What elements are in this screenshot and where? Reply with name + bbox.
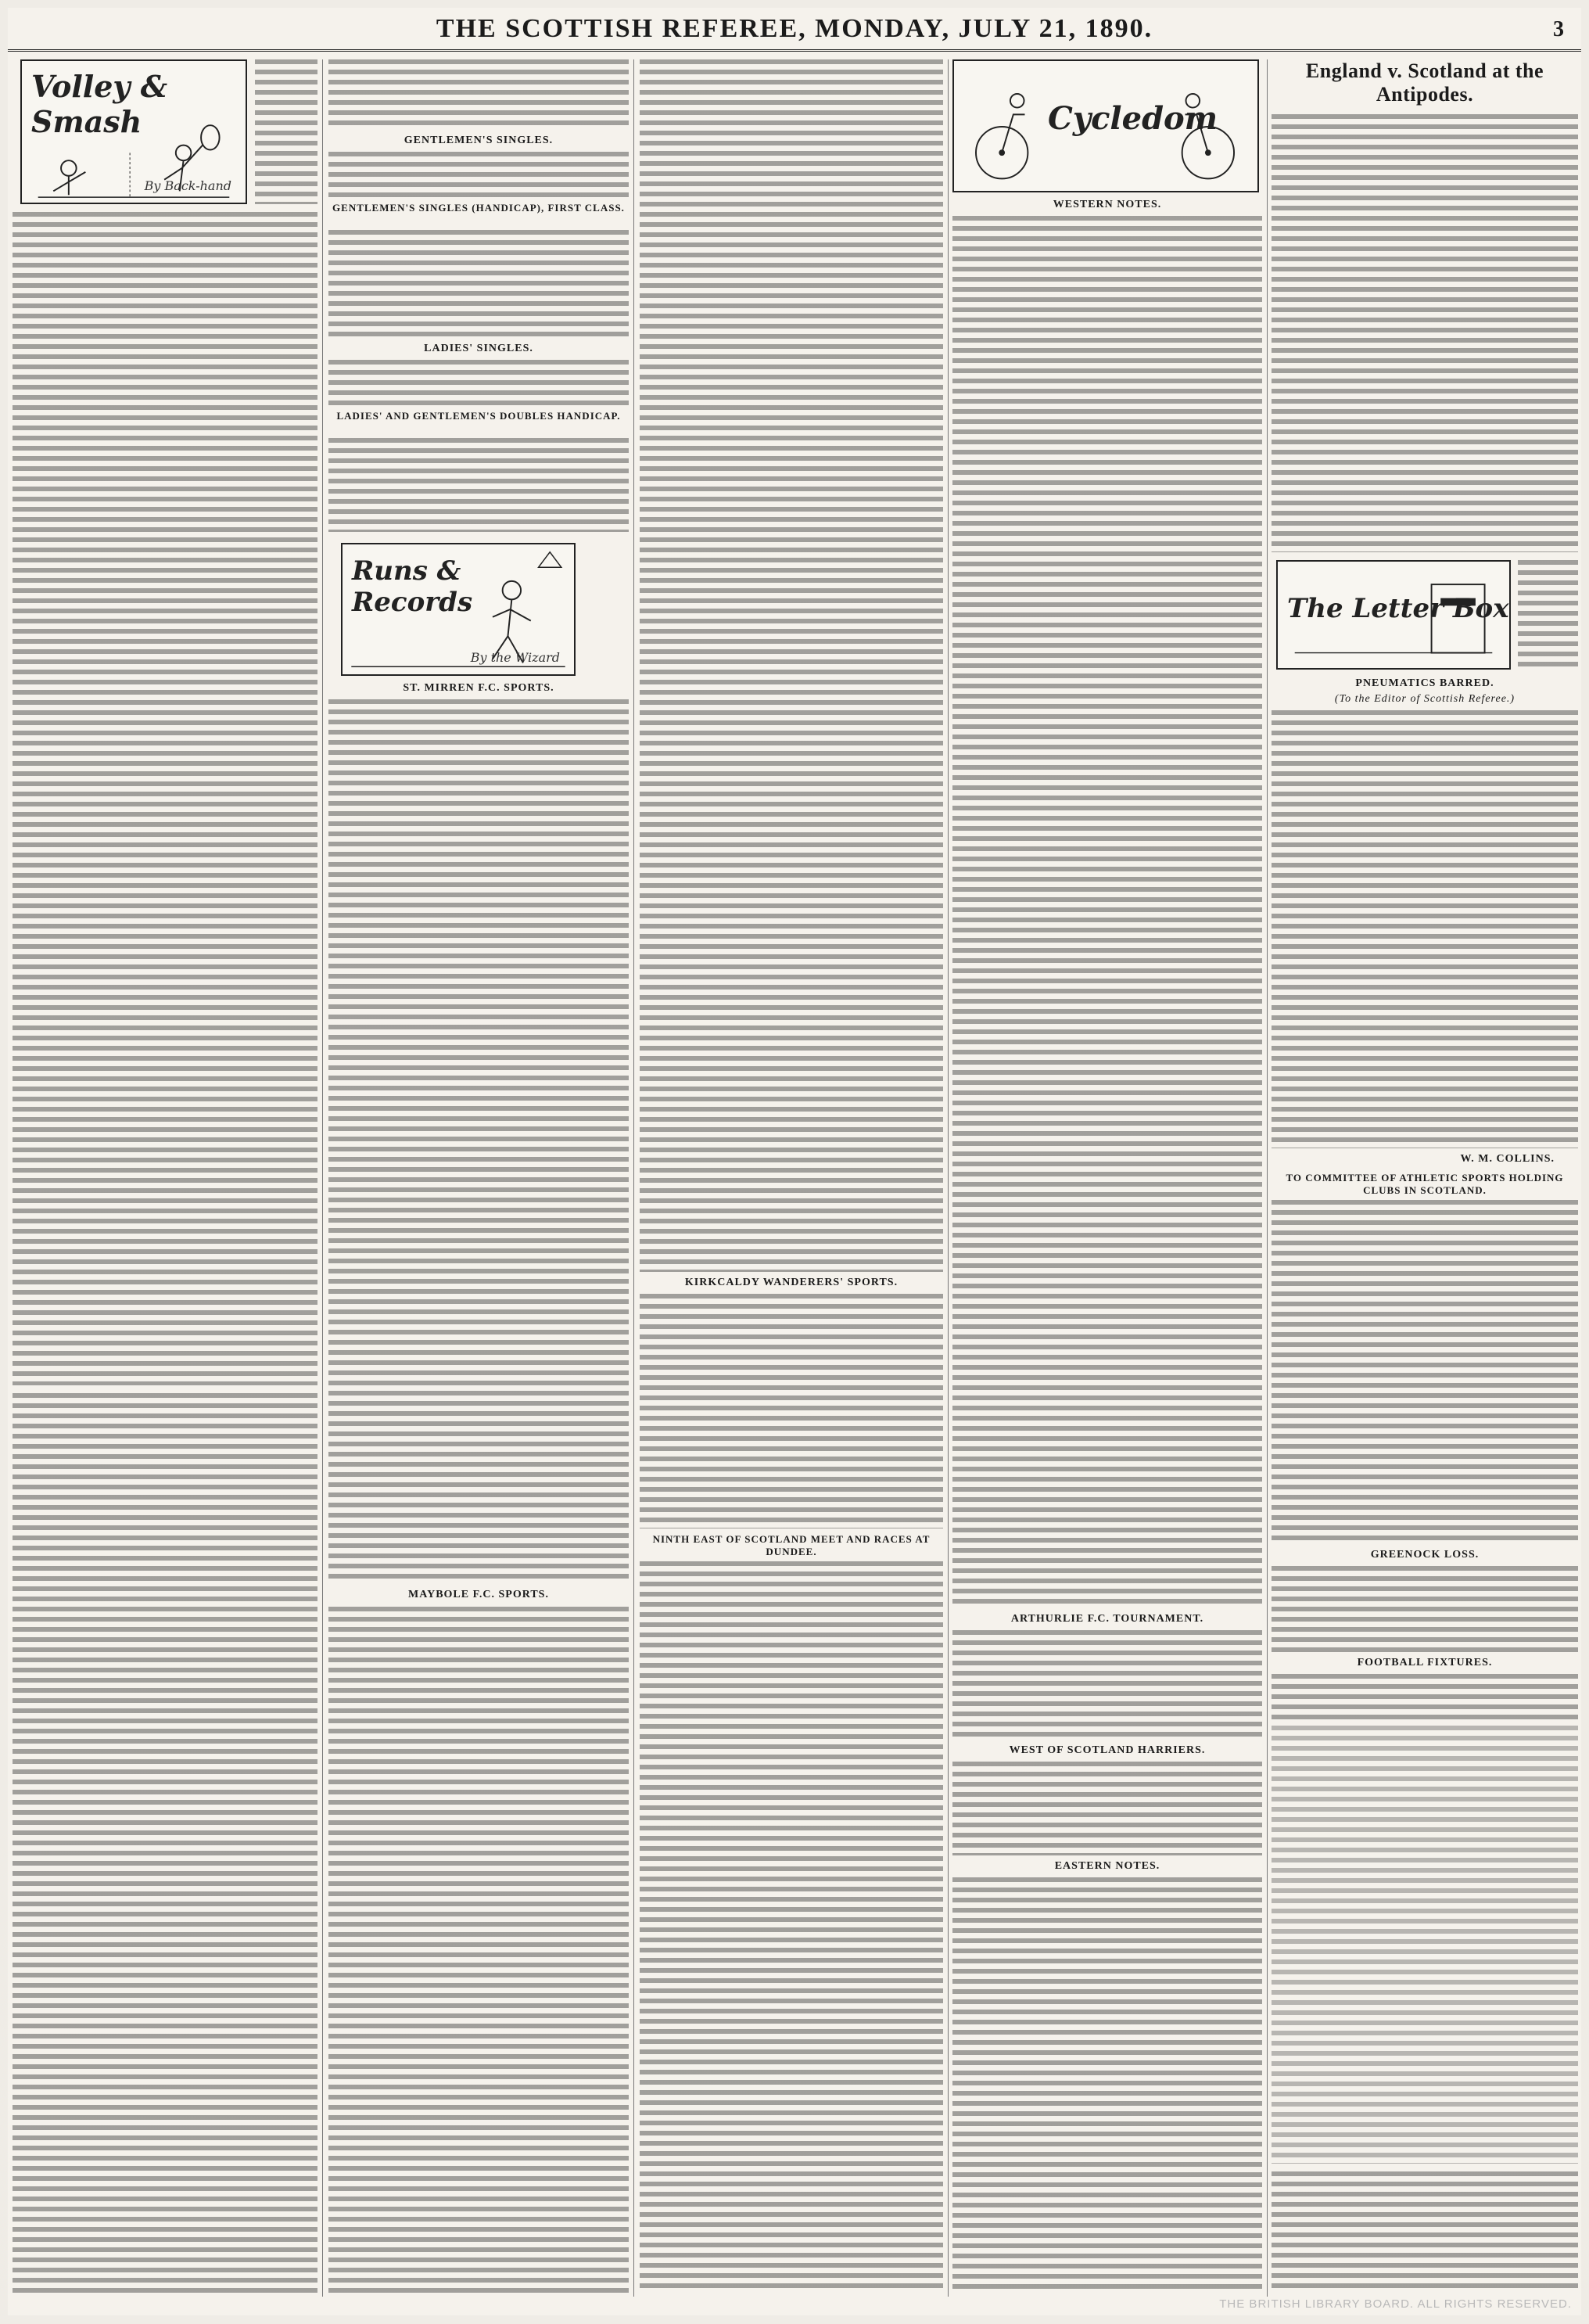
cycledom-cartoon [952,59,1259,192]
text-block [328,59,629,130]
fixtures-table [1272,1726,1578,2164]
volley-smash-cartoon [20,59,247,204]
column-rule [1267,59,1268,2297]
text-block [255,59,317,204]
cartoon-title: Volley & Smash [31,69,168,139]
page-number: 3 [1553,17,1564,41]
newspaper-title: THE SCOTTISH REFEREE, MONDAY, JULY 21, 1890. [436,14,1153,43]
text-block [328,230,629,339]
maybole-sports-text [328,1607,629,2295]
section-heading: MAYBOLE F.C. SPORTS. [328,1589,629,1603]
kirkcaldy-text [640,1294,943,1528]
cartoon-title: Cycledom [1048,100,1218,137]
section-heading: LADIES' SINGLES. [328,343,629,357]
section-heading: WEST OF SCOTLAND HARRIERS. [952,1744,1262,1758]
section-heading: TO COMMITTEE OF ATHLETIC SPORTS HOLDING CLUBS IN SCOTLAND. [1272,1172,1578,1197]
letter-text [1272,710,1578,1148]
copyright-credit: THE BRITISH LIBRARY BOARD. ALL RIGHTS RESERVED. [1219,2297,1572,2311]
cartoon-title: The Letter Box [1287,593,1509,624]
section-heading: PNEUMATICS BARRED. [1272,677,1578,691]
tennis-report-text [13,212,317,1385]
section-heading: FOOTBALL FIXTURES. [1272,1657,1578,1671]
column-5 [1272,59,1578,2297]
column-rule [633,59,634,2297]
greenock-text [1272,1566,1578,1652]
cartoon-title: Runs & Records [352,555,473,618]
section-heading: NINTH EAST OF SCOTLAND MEET AND RACES AT DUNDEE. [640,1533,943,1558]
cartoon-byline: By Back-hand [144,178,231,193]
arthurlie-text [952,1630,1262,1740]
column-2 [328,59,629,2297]
eastern-notes-text [952,1877,1262,2292]
section-heading: KIRKCALDY WANDERERS' SPORTS. [640,1277,943,1291]
section-heading: ARTHURLIE F.C. TOURNAMENT. [952,1613,1262,1627]
text-block [1518,560,1578,670]
western-notes-text [952,216,1262,1608]
section-heading: ST. MIRREN F.C. SPORTS. [328,682,629,696]
column-rule [322,59,323,2297]
column-3 [640,59,943,2297]
newspaper-page [8,8,1581,2315]
antipodes-text [1272,114,1578,552]
text-block [328,438,629,532]
harriers-text [952,1762,1262,1855]
section-heading: WESTERN NOTES. [952,199,1262,213]
committee-text [1272,1200,1578,1544]
fixtures-intro [1272,1674,1578,1721]
letter-signoff: W. M. COLLINS. [1272,1153,1578,1167]
section-heading: GREENOCK LOSS. [1272,1549,1578,1563]
cartoon-byline: By the Wizard [470,650,560,665]
masthead [8,8,1581,52]
tennis-report-text-continued [13,1393,317,2293]
text-block [328,152,629,199]
section-heading: LADIES' AND GENTLEMEN'S DOUBLES HANDICAP. [328,410,629,435]
section-heading: EASTERN NOTES. [952,1860,1262,1874]
column-rule [948,59,949,2297]
athletics-text [640,59,943,1272]
letter-box-cartoon [1276,560,1511,670]
runs-records-cartoon [341,543,576,676]
text-block [328,360,629,407]
fixtures-list [1272,1726,1578,2164]
dundee-meet-text [640,1561,943,2293]
section-heading: GENTLEMEN'S SINGLES. [328,135,629,149]
section-heading: GENTLEMEN'S SINGLES (HANDICAP), FIRST CLASS. [328,202,629,227]
article-title: England v. Scotland at the Antipodes. [1272,59,1578,108]
column-1 [13,59,317,2297]
editor-note: (To the Editor of Scottish Referee.) [1272,693,1578,707]
st-mirren-sports-text [328,699,629,1583]
column-4 [952,59,1262,2297]
text-block [1272,2171,1578,2293]
